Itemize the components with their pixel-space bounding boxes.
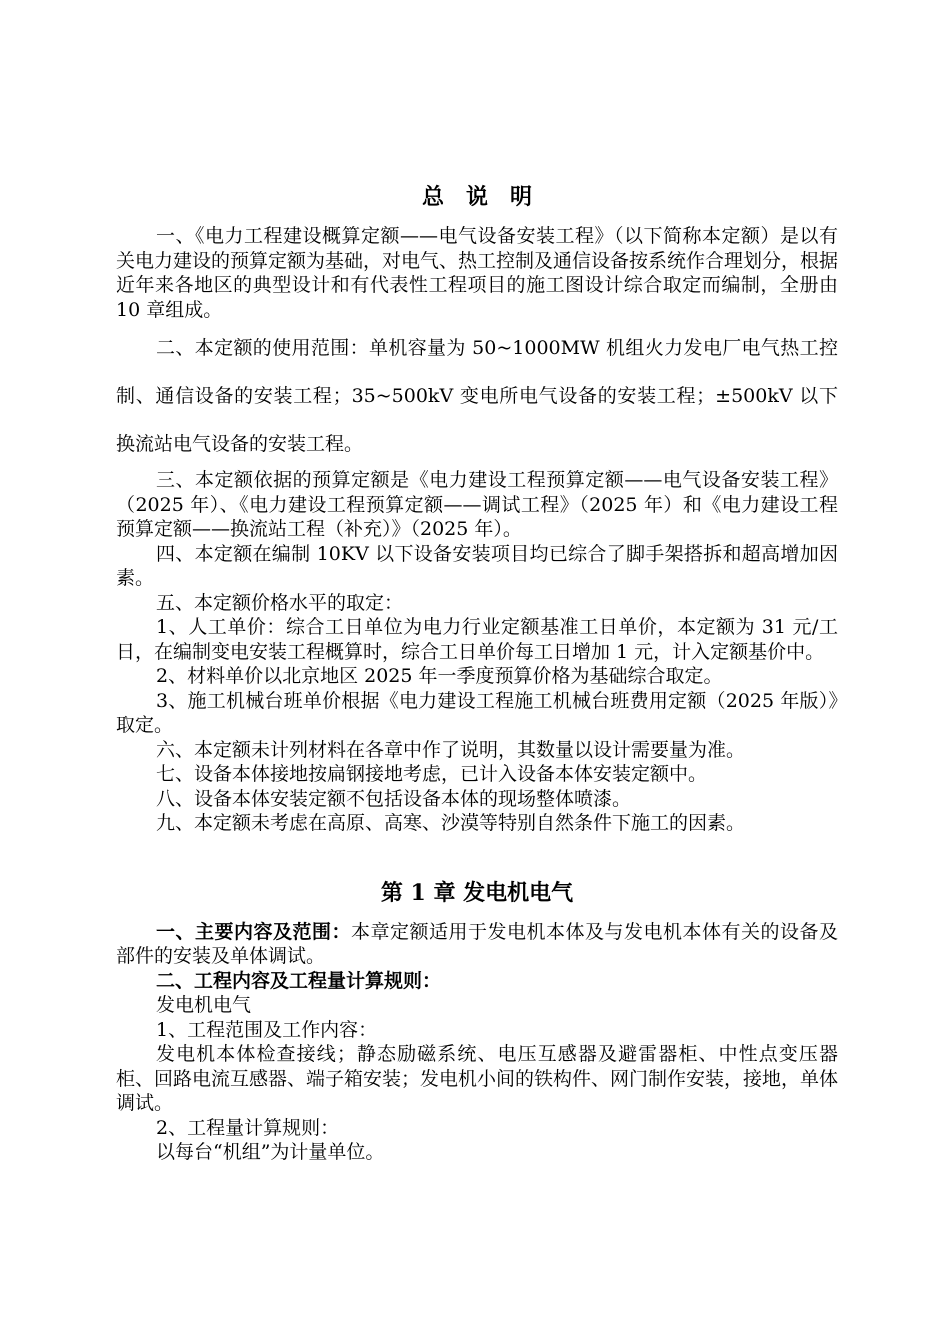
chapter-1-rules: [116, 969, 838, 994]
paragraph-6: 六、本定额未计列材料在各章中作了说明，其数量以设计需要量为准。: [156, 738, 746, 761]
chapter-1-line-4: 2、工程量计算规则：: [156, 1116, 340, 1139]
paragraph-9: 九、本定额未考虑在高原、高寒、沙漠等特别自然条件下施工的因素。: [156, 812, 746, 834]
chapter-1-line-3: 发电机本体检查接线；静态励磁系统、电压互感器及避雷器柜、中性点变压器柜、回路电流互感器、端子箱安装；发电机小间的铁构件、网门制作安装，接地，单体调试。: [116, 1043, 839, 1114]
paragraph-4: 四、本定额在编制 10KV 以下设备安装项目均已综合了脚手架搭拆和超高增加因素。: [116, 542, 838, 589]
scope-text: 本章定额适用于发电机本体及与发电机本体有关的设备及部件的安装及单体调试。: [116, 920, 838, 967]
paragraph-5: 五、本定额价格水平的取定：: [156, 591, 404, 614]
chapter-1-scope: [116, 920, 838, 969]
paragraph-5-3: 3、施工机械台班单价根据《电力建设工程施工机械台班费用定额（2025 年版）》取定。: [116, 689, 838, 736]
paragraph-1: 一、《电力工程建设概算定额——电气设备安装工程》（以下简称本定额）是以有关电力建设的预算定额为基础，对电气、热工控制及通信设备按系统作合理划分，根据近年来各地区的典型设计和有代表性工程项目的施工图设计综合取定而编制，全册由 10 章组成。: [116, 225, 839, 321]
paragraph-8: 八、设备本体安装定额不包括设备本体的现场整体喷漆。: [156, 787, 632, 810]
chapter-1-title: 第 1 章 发电机电气: [380, 879, 574, 906]
paragraph-5-2: 2、材料单价以北京地区 2025 年一季度预算价格为基础综合取定。: [156, 665, 723, 687]
scope-heading: 一、主要内容及范围：: [156, 920, 351, 943]
chapter-1-line-2: 1、工程范围及工作内容：: [156, 1018, 378, 1041]
general-description-title: 总说明: [421, 184, 554, 210]
chapter-1-line-1: 发电机电气: [156, 994, 252, 1016]
rules-heading: 二、工程内容及工程量计算规则：: [156, 969, 442, 992]
paragraph-3: 三、本定额依据的预算定额是《电力建设工程预算定额——电气设备安装工程》（2025 年）、《电力建设工程预算定额——调试工程》（2025 年）和《电力建设工程预算定额——换流站工程（补充）》（2025 年）。: [116, 469, 838, 540]
chapter-1-line-5: 以每台“机组”为计量单位。: [156, 1141, 385, 1163]
paragraph-5-1: 1、人工单价：综合工日单位为电力行业定额基准工日单价，本定额为 31 元/工日，在编制变电安装工程概算时，综合工日单价每工日增加 1 元，计入定额基价中。: [116, 616, 838, 663]
paragraph-2: 二、本定额的使用范围：单机容量为 50~1000MW 机组火力发电厂电气热工控制、通信设备的安装工程；35~500kV 变电所电气设备的安装工程；±500kV 以下换流站电气设备的安装工程。: [116, 337, 838, 455]
document-page: [116, 180, 838, 1165]
paragraph-7: 七、设备本体接地按扁钢接地考虑，已计入设备本体安装定额中。: [156, 763, 708, 785]
